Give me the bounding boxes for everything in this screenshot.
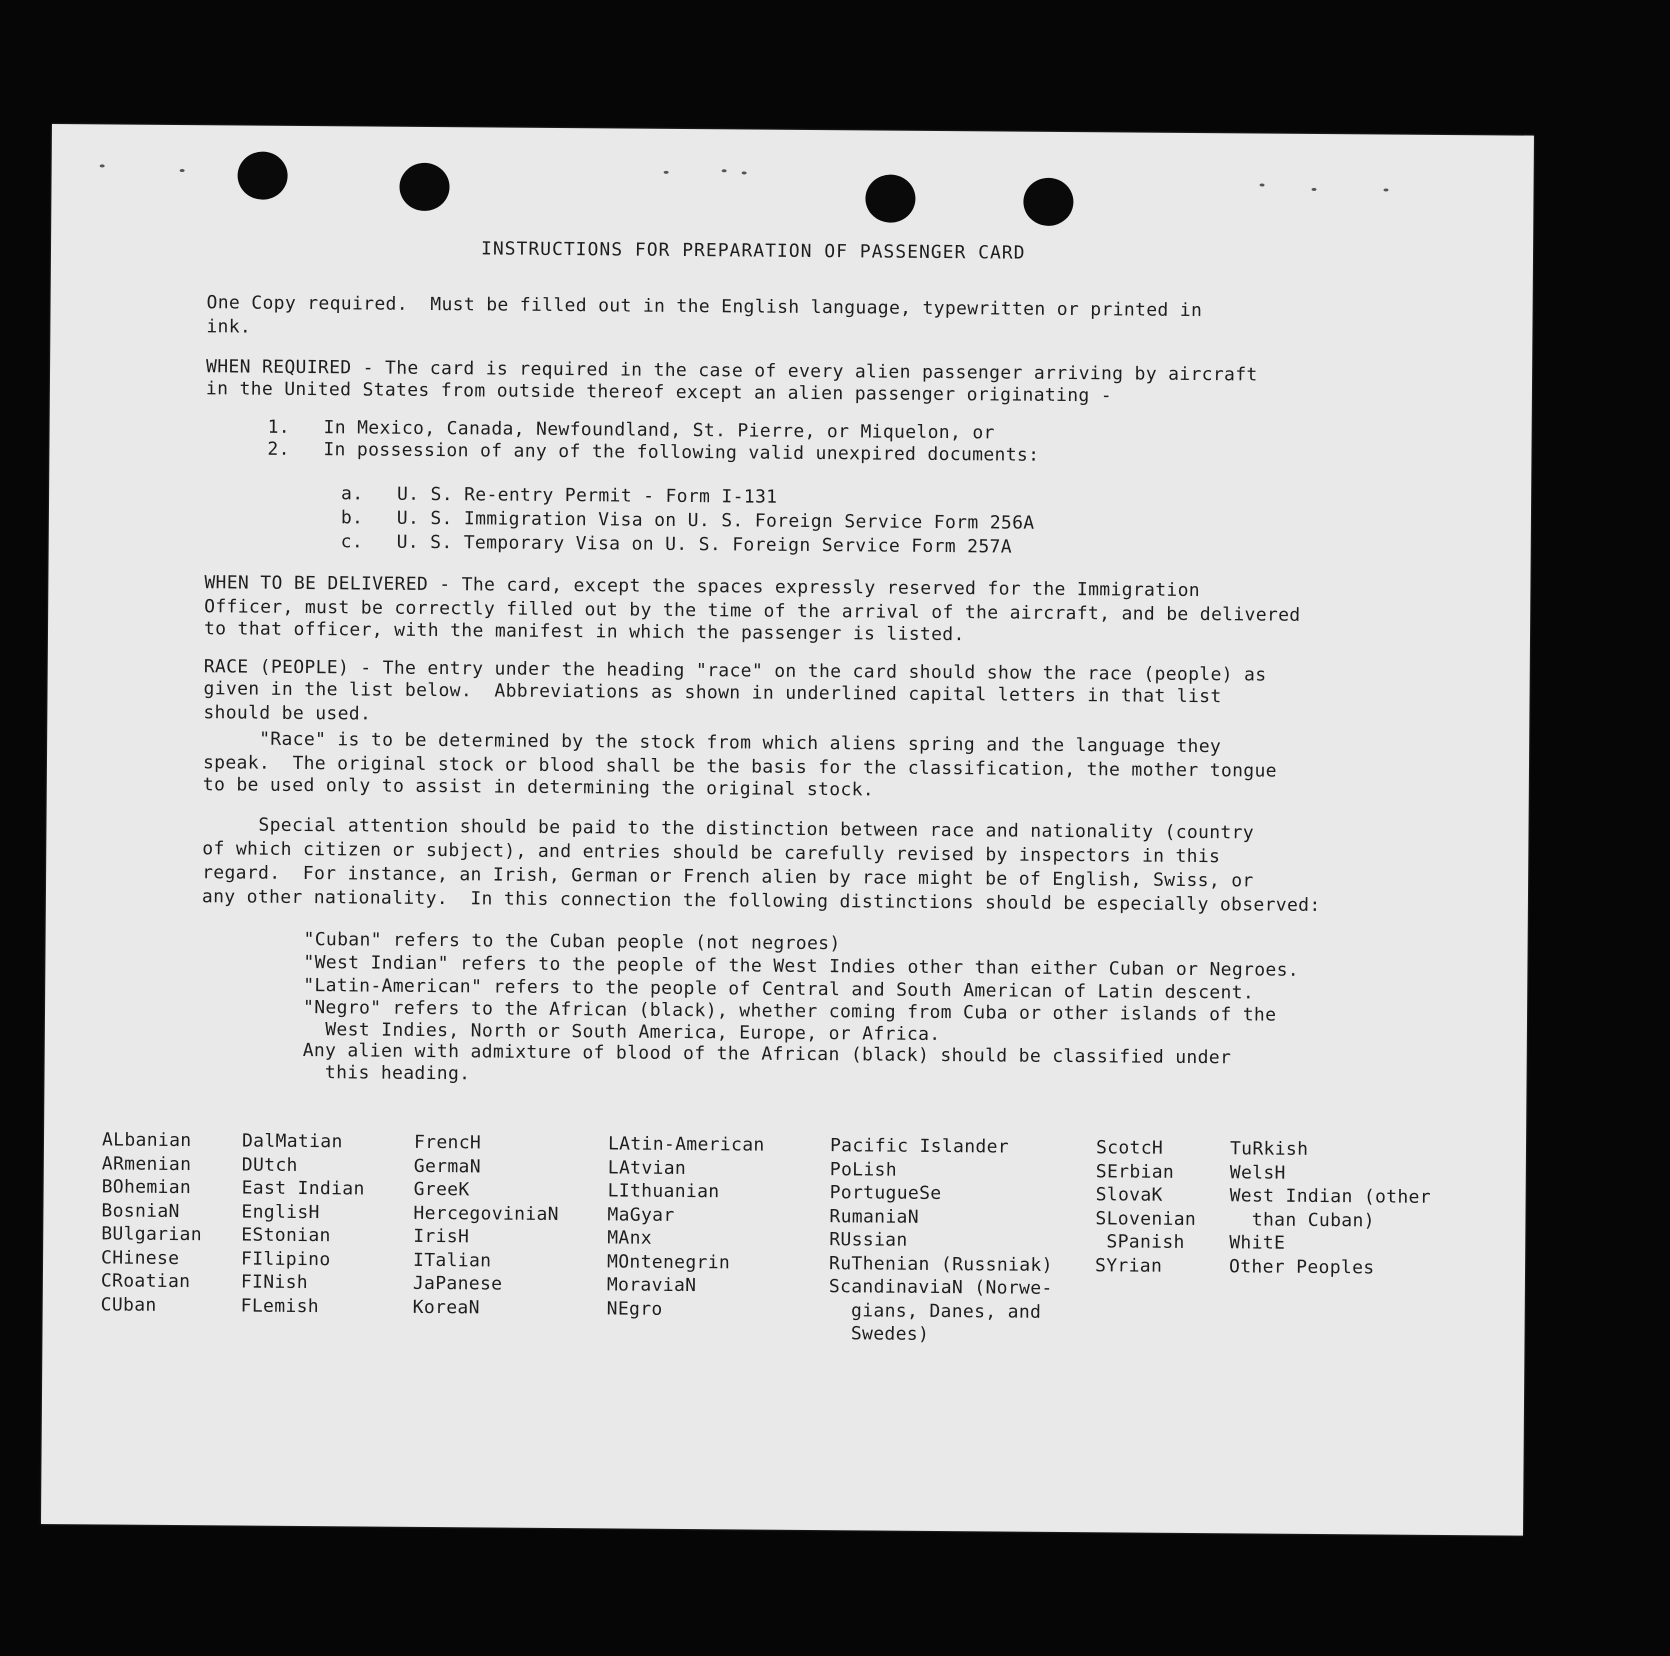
document-item: c. U. S. Temporary Visa on U. S. Foreign Service Form 257A	[340, 531, 1013, 558]
race-entry: BOhemian	[101, 1176, 192, 1199]
race-entry: DUtch	[241, 1154, 298, 1176]
race-entry: SPanish	[1095, 1231, 1185, 1253]
race-entry: SlovaK	[1095, 1184, 1163, 1206]
race-entry: than Cuban)	[1229, 1208, 1375, 1231]
race-entry: IrisH	[413, 1225, 470, 1248]
distinction-line: West Indies, North or South America, Europe, or Africa.	[302, 1018, 941, 1046]
race-entry: Other Peoples	[1228, 1255, 1375, 1278]
race-entry: HercegoviniaN	[413, 1202, 559, 1225]
race-entry: RuThenian (Russniak)	[828, 1252, 1053, 1276]
race-entry: Swedes)	[828, 1323, 930, 1345]
intro-line: One Copy required. Must be filled out in the English language, typewritten or printed in	[206, 292, 1203, 322]
punch-hole	[865, 174, 915, 222]
special-attention-line: of which citizen or subject), and entries should be carefully revised by inspectors in this	[202, 838, 1221, 868]
race-entry: gians, Danes, and	[828, 1299, 1042, 1323]
race-entry: LIthuanian	[607, 1180, 720, 1203]
race-entry: Pacific Islander	[829, 1135, 1010, 1158]
race-entry: CHinese	[101, 1246, 180, 1269]
race-entry: TuRkish	[1229, 1138, 1309, 1160]
race-entry: GreeK	[413, 1178, 470, 1201]
distinction-line: "West Indian" refers to the people of the West Indies other than either Cuban or Negroes.	[303, 952, 1300, 981]
race-line: should be used.	[203, 702, 372, 725]
race-column	[828, 1134, 1053, 1347]
numbered-item: 1. In Mexico, Canada, Newfoundland, St. Pierre, or Miquelon, or	[267, 416, 995, 444]
when-required-line: in the United States from outside thereof except an alien passenger originating -	[205, 378, 1113, 407]
race-entry: ITalian	[413, 1249, 492, 1271]
race-entry: FIlipino	[241, 1248, 331, 1270]
race-entry: MaGyar	[607, 1203, 675, 1226]
race-entry: ScotcH	[1095, 1137, 1164, 1159]
race-definition-line: to be used only to assist in determining the original stock.	[202, 774, 875, 801]
race-entry: CUban	[100, 1293, 157, 1316]
when-delivered-line: WHEN TO BE DELIVERED - The card, except the spaces expressly reserved for the Immigration	[204, 572, 1201, 602]
when-delivered-line: Officer, must be correctly filled out by the time of the arrival of the aircraft, and be delivered	[204, 596, 1301, 626]
race-entry: LAtin-American	[607, 1133, 765, 1156]
race-entry: West Indian (other	[1229, 1185, 1432, 1208]
race-definition-line: "Race" is to be determined by the stock from which aliens spring and the language they	[203, 728, 1222, 758]
race-entry: SYrian	[1094, 1254, 1163, 1277]
when-required-line: WHEN REQUIRED - The card is required in the case of every alien passenger arriving by aircraft	[206, 356, 1258, 386]
race-line: given in the list below. Abbreviations as shown in underlined capital letters in that list	[203, 678, 1222, 708]
race-entry: ALbanian	[101, 1129, 192, 1152]
race-entry: WelsH	[1229, 1161, 1286, 1184]
race-entry: LAtvian	[607, 1156, 687, 1179]
intro-line: ink.	[206, 316, 252, 338]
race-entry: KoreaN	[412, 1296, 480, 1318]
race-entry: PoLish	[829, 1158, 898, 1181]
race-entry: NEgro	[606, 1297, 663, 1320]
race-entry: ARmenian	[101, 1152, 192, 1175]
race-line: RACE (PEOPLE) - The entry under the heading "race" on the card should show the race (people) as	[203, 656, 1267, 686]
document-item: a. U. S. Re-entry Permit - Form I-131	[341, 483, 778, 508]
race-entry: DalMatian	[241, 1130, 343, 1153]
special-attention-line: regard. For instance, an Irish, German or French alien by race might be of English, Swiss, or	[202, 862, 1254, 892]
race-entry: FrencH	[413, 1131, 482, 1154]
race-entry: East Indian	[241, 1177, 365, 1200]
race-column	[1229, 1137, 1431, 1280]
race-entry: CRoatian	[100, 1270, 191, 1293]
race-entry: WhitE	[1229, 1232, 1286, 1254]
race-entry: BosniaN	[101, 1199, 180, 1222]
race-entry: MoraviaN	[606, 1274, 697, 1297]
special-attention-line: Special attention should be paid to the distinction between race and nationality (country	[202, 814, 1255, 844]
race-definition-line: speak. The original stock or blood shall be the basis for the classification, the mother tongue	[202, 752, 1277, 782]
distinction-line: Any alien with admixture of blood of the African (black) should be classified under	[302, 1039, 1232, 1069]
punch-hole	[399, 163, 449, 211]
special-attention-line: any other nationality. In this connection the following distinctions should be especially observed:	[201, 886, 1321, 916]
race-column	[1095, 1136, 1197, 1278]
race-entry: JaPanese	[412, 1272, 503, 1295]
punch-hole	[237, 151, 287, 199]
distinction-line: "Latin-American" refers to the people of Central and South American of Latin descent.	[303, 975, 1255, 1004]
race-entry: EnglisH	[241, 1201, 320, 1223]
race-column	[607, 1132, 765, 1321]
race-entry: SErbian	[1095, 1160, 1175, 1183]
race-entry: RUssian	[829, 1229, 908, 1251]
distinction-line: this heading.	[302, 1061, 471, 1085]
race-entry: BUlgarian	[101, 1223, 203, 1246]
numbered-item: 2. In possession of any of the following valid unexpired documents:	[267, 438, 1040, 466]
document-page	[41, 124, 1534, 1536]
document-item: b. U. S. Immigration Visa on U. S. Foreign Service Form 256A	[340, 507, 1035, 534]
race-entry: EStonian	[241, 1224, 331, 1247]
page-title: INSTRUCTIONS FOR PREPARATION OF PASSENGER CARD	[480, 238, 1026, 264]
race-entry: FINish	[240, 1271, 309, 1294]
race-entry: GermaN	[413, 1155, 482, 1177]
distinction-line: "Negro" refers to the African (black), whether coming from Cuba or other islands of the	[302, 996, 1277, 1026]
distinction-line: "Cuban" refers to the Cuban people (not negroes)	[303, 929, 841, 955]
race-entry: MOntenegrin	[607, 1250, 731, 1273]
race-entry: ScandinaviaN (Norwe-	[828, 1276, 1053, 1299]
race-entry: FLemish	[240, 1295, 320, 1317]
race-entry: PortugueSe	[829, 1182, 942, 1205]
punch-hole	[1023, 178, 1073, 226]
race-column	[241, 1130, 366, 1319]
when-delivered-line: to that officer, with the manifest in which the passenger is listed.	[203, 618, 965, 646]
race-entry: MAnx	[607, 1227, 653, 1249]
race-column	[101, 1128, 203, 1317]
race-entry: SLovenian	[1095, 1207, 1197, 1230]
race-column	[413, 1131, 560, 1320]
race-entry: RumaniaN	[829, 1205, 920, 1228]
